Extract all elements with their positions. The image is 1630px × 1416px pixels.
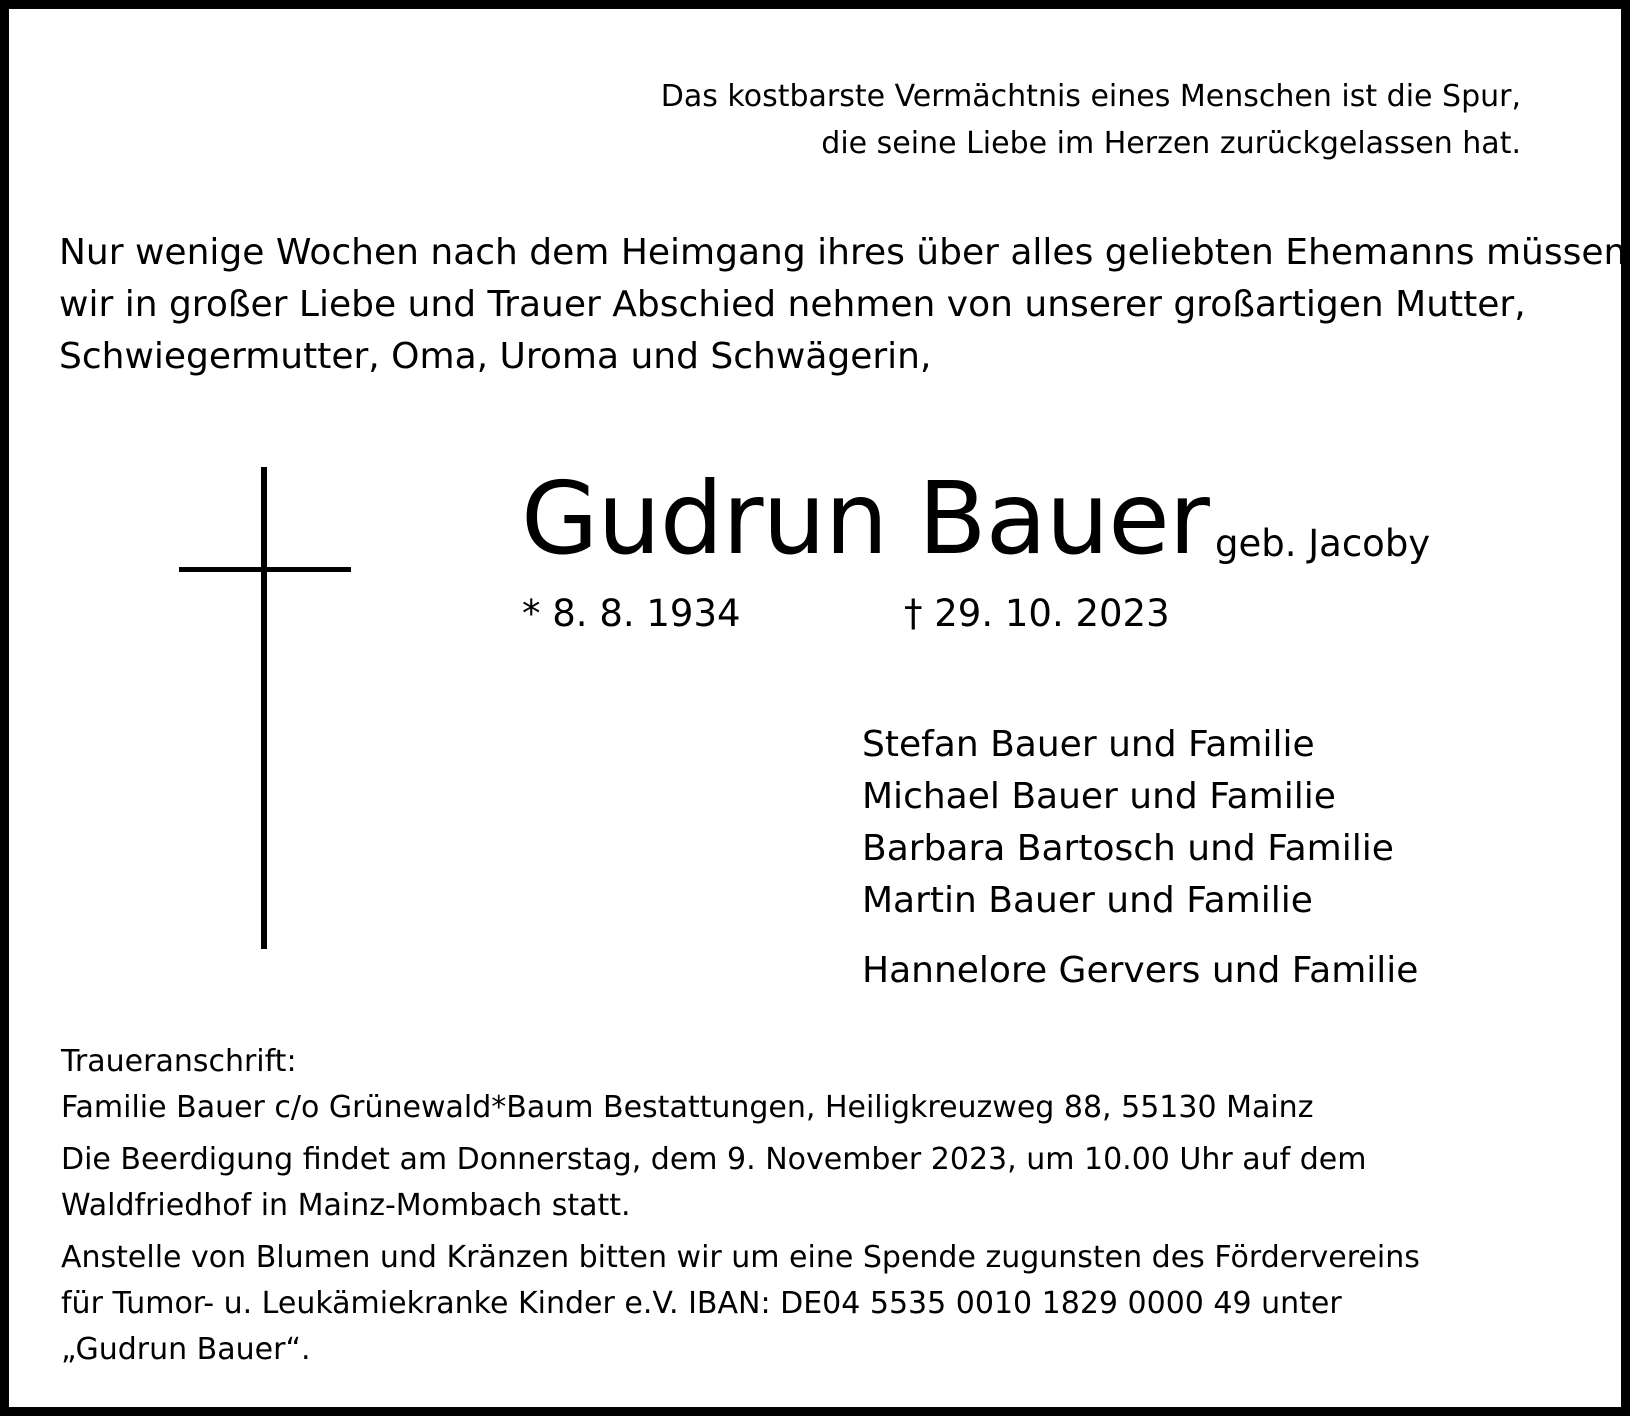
- death-date: † 29. 10. 2023: [904, 592, 1170, 635]
- mourner-entry: Michael Bauer und Familie: [862, 776, 1336, 817]
- intro-text: [59, 227, 1627, 383]
- motto-quote: [521, 73, 1521, 167]
- mourners-list: [862, 719, 1418, 997]
- motto-line: die seine Liebe im Herzen zurückgelassen hat.: [821, 126, 1521, 161]
- funeral-info-line: Die Beerdigung findet am Donnerstag, dem 9. November 2023, um 10.00 Uhr auf dem: [61, 1142, 1367, 1177]
- motto-line: Das kostbarste Vermächtnis eines Menschen ist die Spur,: [660, 79, 1521, 114]
- donation-info-line: Anstelle von Blumen und Kränzen bitten wir um eine Spende zugunsten des Fördervereins: [61, 1240, 1420, 1275]
- cross-vertical-beam: [261, 467, 267, 949]
- funeral-info-line: Waldfriedhof in Mainz-Mombach statt.: [61, 1188, 631, 1223]
- mourner-entry: Stefan Bauer und Familie: [862, 724, 1315, 765]
- address-label: Traueranschrift:: [61, 1044, 297, 1079]
- intro-line: Nur wenige Wochen nach dem Heimgang ihres über alles geliebten Ehemanns müssen: [59, 232, 1627, 273]
- cross-icon: [179, 467, 351, 949]
- cross-horizontal-beam: [179, 567, 351, 572]
- birth-date: * 8. 8. 1934: [522, 592, 741, 635]
- footer-info: [61, 1039, 1581, 1373]
- mourning-address: Familie Bauer c/o Grünewald*Baum Bestattungen, Heiligkreuzweg 88, 55130 Mainz: [61, 1090, 1314, 1125]
- donation-info-line: „Gudrun Bauer“.: [61, 1332, 311, 1367]
- intro-line: Schwiegermutter, Oma, Uroma und Schwägerin,: [59, 336, 932, 377]
- deceased-name: Gudrun Bauer: [521, 460, 1209, 577]
- maiden-name: geb. Jacoby: [1215, 522, 1431, 565]
- intro-line: wir in großer Liebe und Trauer Abschied nehmen von unserer großartigen Mutter,: [59, 284, 1526, 325]
- mourner-entry: Barbara Bartosch und Familie: [862, 828, 1394, 869]
- mourner-entry: Martin Bauer und Familie: [862, 880, 1313, 921]
- donation-info-line: für Tumor- u. Leukämiekranke Kinder e.V. IBAN: DE04 5535 0010 1829 0000 49 unter: [61, 1286, 1342, 1321]
- mourner-entry: Hannelore Gervers und Familie: [862, 950, 1419, 991]
